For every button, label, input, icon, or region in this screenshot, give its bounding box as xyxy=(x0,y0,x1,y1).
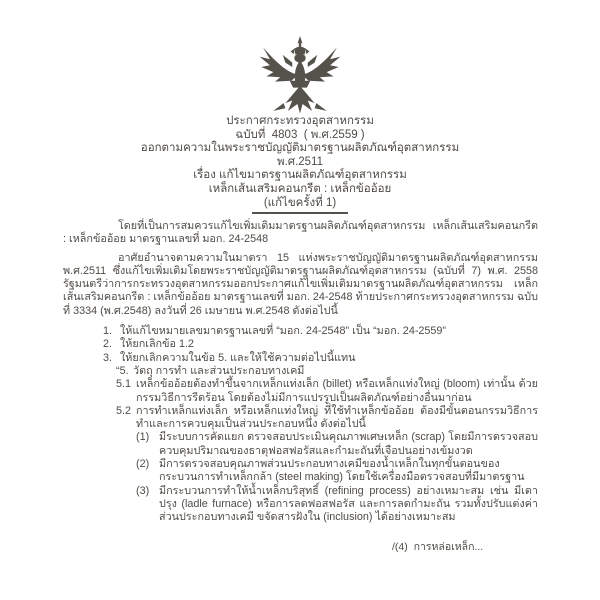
item-number: 1. xyxy=(103,325,113,338)
title-ministry-line: ประกาศกระทรวงอุตสาหกรรม xyxy=(226,115,374,127)
title-amendment-line: (แก้ไขครั้งที่ 1) xyxy=(263,196,337,209)
subitem-1 xyxy=(136,431,538,458)
item-text: ให้ยกเลิกความในข้อ 5. และให้ใช้ความต่อไปนี้แทน xyxy=(120,351,356,364)
announcement-title-block xyxy=(0,115,600,210)
clause-5-heading xyxy=(116,365,538,378)
item-number: 2. xyxy=(103,338,113,351)
item-number: (3) xyxy=(136,484,150,497)
item-text: การทำเหล็กแท่งเล็ก หรือเหล็กแท่งใหญ่ ที่ใช้ทำเหล็กข้ออ้อย ต้องมีขั้นตอนกรรมวิธีการทำและการควบคุมเป็นส่วนประกอบหนึ่ง ดังต่อไปนี้ xyxy=(136,404,538,431)
paragraph-premise: โดยที่เป็นการสมควรแก้ไขเพิ่มเติมมาตรฐานผลิตภัณฑ์อุตสาหกรรม เหล็กเส้นเสริมคอนกรีต : เหล็กข้ออ้อย มาตรฐานเลขที่ มอก. 24-2548 xyxy=(63,220,538,246)
clause-5-2-subitems xyxy=(136,431,538,524)
amendment-list xyxy=(103,325,538,365)
item-number: 3. xyxy=(103,351,113,364)
quoted-clause-5 xyxy=(116,365,538,525)
item-text: มีระบบการคัดแยก ตรวจสอบประเมินคุณภาพเศษเหล็ก (scrap) โดยมีการตรวจสอบควบคุมปริมาณของธาตุฟอสฟอรัสและกำมะถันที่เจือปนอย่างเข้มงวด xyxy=(159,431,538,457)
item-text: เหล็กข้ออ้อยต้องทำขึ้นจากเหล็กแท่งเล็ก (billet) หรือเหล็กแท่งใหญ่ (bloom) เท่านั้น ด้วยกรรมวิธีการรีดร้อน โดยต้องไม่มีการแปรรูปเป็นผลิตภัณฑ์อย่างอื่นมาก่อน xyxy=(136,378,538,404)
garuda-emblem-icon xyxy=(257,36,343,121)
subitem-2 xyxy=(136,458,538,485)
item-number: (2) xyxy=(136,458,150,471)
paragraph-authority: อาศัยอำนาจตามความในมาตรา 15 แห่งพระราชบัญญัติมาตรฐานผลิตภัณฑ์อุตสาหกรรม พ.ศ.2511 ซึ่งแก้ไขเพิ่มเติมโดยพระราชบัญญัติมาตรฐานผลิตภัณฑ์อุตสาหกรรม (ฉบับที่ 7) พ.ศ. 2558 รัฐมนตรีว่าการกระทรวงอุตสาหกรรมออกประกาศแก้ไขเพิ่มเติมมาตรฐานผลิตภัณฑ์อุตสาหกรรม เหล็กเส้นเสริมคอนกรีต : เหล็กข้ออ้อย มาตรฐานเลขที่ มอก. 24-2548 ท้ายประกาศกระทรวงอุตสาหกรรม ฉบับที่ 3334 (พ.ศ.2548) ลงวันที่ 26 เมษายน พ.ศ.2548 ดังต่อไปนี้ xyxy=(63,251,538,317)
document-body xyxy=(63,220,538,525)
item-number: (1) xyxy=(136,431,150,444)
clause-title: วัตถุ การทำ และส่วนประกอบทางเคมี xyxy=(133,364,305,377)
amendment-item-3 xyxy=(103,352,538,365)
clause-5-1 xyxy=(116,378,538,405)
page-continuation-marker: /(4) การหล่อเหล็ก... xyxy=(392,541,484,553)
clause-5-items xyxy=(116,378,538,524)
title-divider-rule xyxy=(252,212,348,214)
title-standard-name-line: เหล็กเส้นเสริมคอนกรีต : เหล็กข้ออ้อย xyxy=(208,182,392,195)
amendment-item-1 xyxy=(103,325,538,338)
item-number: 5.2 xyxy=(116,404,132,417)
item-text: มีกระบวนการทำให้น้ำเหล็กบริสุทธิ์ (refining process) อย่างเหมาะสม เช่น มีเตาปรุง (ladle furnace) หรือการลดฟอสฟอรัส และการลดกำมะถัน รวมทั้งปรับแต่งค่าส่วนประกอบทางเคมี ขจัดสารฝังใน (inclusion) ได้อย่างเหมาะสม xyxy=(159,484,538,524)
amendment-item-2 xyxy=(103,338,538,351)
item-text: ให้แก้ไขหมายเลขมาตรฐานเลขที่ “มอก. 24-2548” เป็น “มอก. 24-2559” xyxy=(120,325,447,338)
title-act-line: ออกตามความในพระราชบัญญัติมาตรฐานผลิตภัณฑ์อุตสาหกรรม xyxy=(140,142,460,155)
item-number: 5.1 xyxy=(116,378,132,391)
title-issue-number-line: ฉบับที่ 4803 ( พ.ศ.2559 ) xyxy=(235,128,365,141)
clause-5-2 xyxy=(116,405,538,432)
title-subject-line: เรื่อง แก้ไขมาตรฐานผลิตภัณฑ์อุตสาหกรรม xyxy=(193,169,407,182)
title-act-year-line: พ.ศ.2511 xyxy=(277,155,323,168)
item-text: มีการตรวจสอบคุณภาพส่วนประกอบทางเคมีของน้ำเหล็กในทุกขั้นตอนของกระบวนการทำเหล็กกล้า (steel making) โดยใช้เครื่องมือตรวจสอบที่มีมาตรฐาน xyxy=(159,458,525,484)
subitem-3 xyxy=(136,485,538,525)
item-text: ให้ยกเลิกข้อ 1.2 xyxy=(120,338,194,351)
clause-number: “5. xyxy=(116,364,129,377)
